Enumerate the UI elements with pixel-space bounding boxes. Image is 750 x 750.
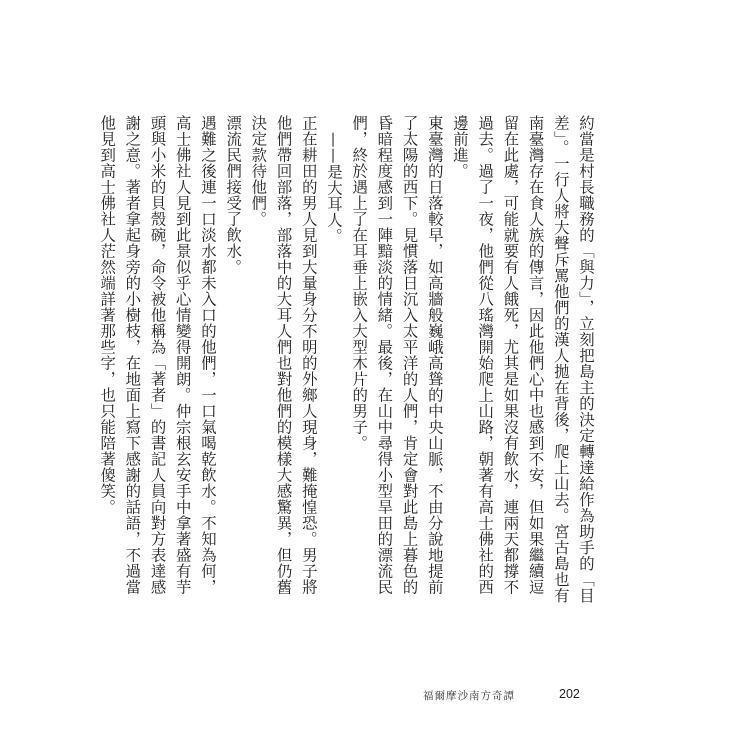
running-title: 福爾摩沙南方奇譚 — [423, 690, 515, 702]
paragraph-3: ——是大耳人。 — [324, 132, 343, 244]
paragraph-4: 正在耕田的男人見到大量身分不明的外鄉人現身，難掩惶恐。男子將他們帶回部落，部落中的大耳人們也對他們的模樣大感驚異，但仍舊決定款待他們。 — [249, 115, 318, 595]
paragraph-2: 東臺灣的日落較早，如高牆般巍峨高聳的中央山脈，不由分說地提前了太陽的西下。見慣落日沉入太平洋的人們，肯定會對此島上暮色的昏暗程度感到一陣黯淡的情緒。最後，在山中尋得小型旱田的漂流民們，終於遇上了在耳垂上嵌入大型木片的男子。 — [350, 115, 444, 595]
paragraph-6: 遇難之後連一口淡水都未入口的他們，一口氣喝乾飲水。不知為何，高士佛社人見到此景似乎心情變得開朗。仲宗根玄安手中拿著盛有芋頭與小米的貝殼碗，命令被他稱為「著者」的書記人員向對方表達感謝之意。著者拿起身旁的小樹枝，在地面上寫下感謝的話語，不過當他見到高士佛社人茫然端詳著那些字，也只能陪著傻笑。 — [98, 115, 217, 595]
page-footer — [0, 688, 750, 708]
body-text — [94, 98, 598, 608]
paragraph-1: 約當是村長職務的「與力」，立刻把島主的決定轉達給作為助手的「目差」。一行人將大聲斥罵他們的漢人拋在背後，爬上山去。宮古島也有南臺灣存在食人族的傳言，因此他們心中也感到不安，但如果繼續逗留在此處，可能就要有人餓死，尤其是如果沒有飲水，連兩天都撐不過去。過了一夜，他們從八瑤灣開始爬上山路，朝著有高士佛社的西邊前進。 — [450, 115, 595, 604]
page-number: 202 — [559, 687, 580, 701]
paragraph-5: 漂流民們接受了飲水。 — [224, 115, 243, 275]
